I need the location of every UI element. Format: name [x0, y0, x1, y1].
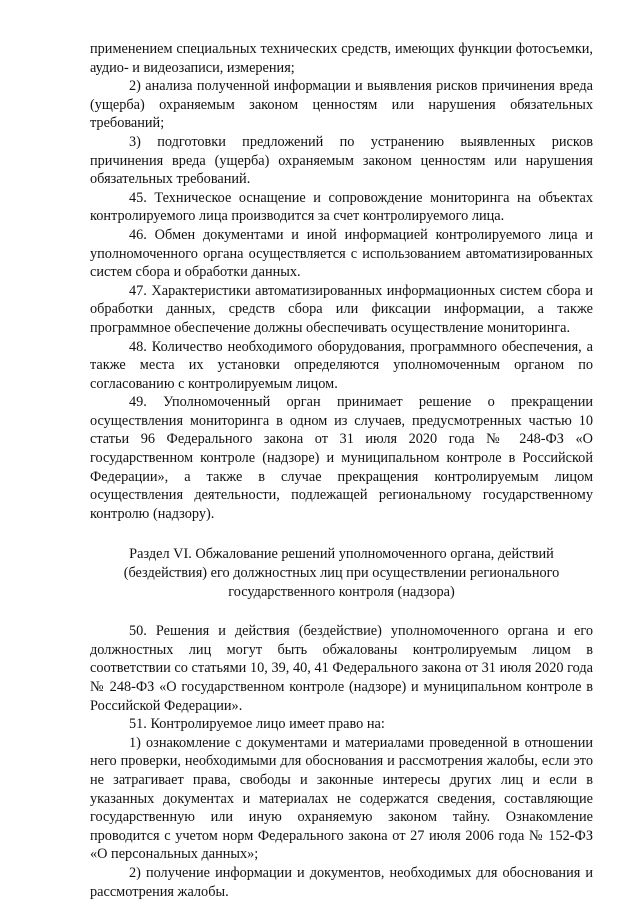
paragraph-50: 50. Решения и действия (бездействие) уполномоченного органа и его должностных лиц могут быть обжалованы контролируемым лицом в соответствии со статьями 10, 39, 40, 41 Федерального закона от 31 июля 2020 года № 248-ФЗ «О государственном контроле (надзоре) и муниципальном контроле в Российской Федерации».	[90, 623, 593, 714]
paragraph-51: 51. Контролируемое лицо имеет право на:	[129, 716, 385, 733]
paragraph-51-item-2: 2) получение информации и документов, необходимых для обоснования и рассмотрения жалобы.	[90, 864, 593, 900]
paragraph-item-2: 2) анализа полученной информации и выявления рисков причинения вреда (ущерба) охраняемым законом ценностям или нарушения обязательных требований;	[90, 78, 593, 132]
paragraph-46: 46. Обмен документами и иной информацией контролируемого лица и уполномоченного органа осуществляется с использованием автоматизированных систем сбора и обработки данных.	[90, 226, 593, 281]
section-title-line: государственного контроля (надзора)	[228, 583, 455, 600]
paragraph-item-3: 3) подготовки предложений по устранению выявленных рисков причинения вреда (ущерба) охраняемым законом ценностям или нарушения обязательных требований.	[90, 133, 593, 188]
paragraph-51-item-1: 1) ознакомление с документами и материалами проведенной в отношении него проверки, необходимыми для обоснования и рассмотрения жалобы, если это не затрагивает права, свободы и законные интересы других лиц и если в указанных документах и материалах не содержатся сведения, составляющие государственную или иную охраняемую законом тайну. Ознакомление проводится с учетом норм Федерального закона от 27 июля 2006 года № 152-ФЗ «О персональных данных»;	[90, 734, 593, 863]
section-title	[90, 545, 593, 601]
paragraph-continuation: применением специальных технических средств, имеющих функции фотосъемки, аудио- и видеозаписи, измерения;	[90, 41, 593, 76]
paragraph-49: 49. Уполномоченный орган принимает решение о прекращении осуществления мониторинга в одном из случаев, предусмотренных частью 10 статьи 96 Федерального закона от 31 июля 2020 года № 248-ФЗ «О государственном контроле (надзоре) и муниципальном контроле в Российской Федерации», а также в случае прекращения контролируемым лицом осуществления деятельности, подлежащей региональному государственному контролю (надзору).	[90, 394, 593, 522]
paragraph-48: 48. Количество необходимого оборудования, программного обеспечения, а также места их установки определяются уполномоченным органом по согласованию с контролируемым лицом.	[90, 338, 593, 392]
paragraph-47: 47. Характеристики автоматизированных информационных систем сбора и обработки данных, средств сбора или фиксации информации, а также программное обеспечение должны обеспечивать осуществление мониторинга.	[90, 282, 593, 336]
paragraph-45: 45. Техническое оснащение и сопровождение мониторинга на объектах контролируемого лица производится за счет контролируемого лица.	[90, 189, 593, 225]
document-page	[90, 40, 593, 901]
section-title-line: Раздел VI. Обжалование решений уполномоченного органа, действий	[129, 546, 554, 563]
section-title-line: (бездействия) его должностных лиц при осуществлении регионального	[123, 565, 560, 582]
